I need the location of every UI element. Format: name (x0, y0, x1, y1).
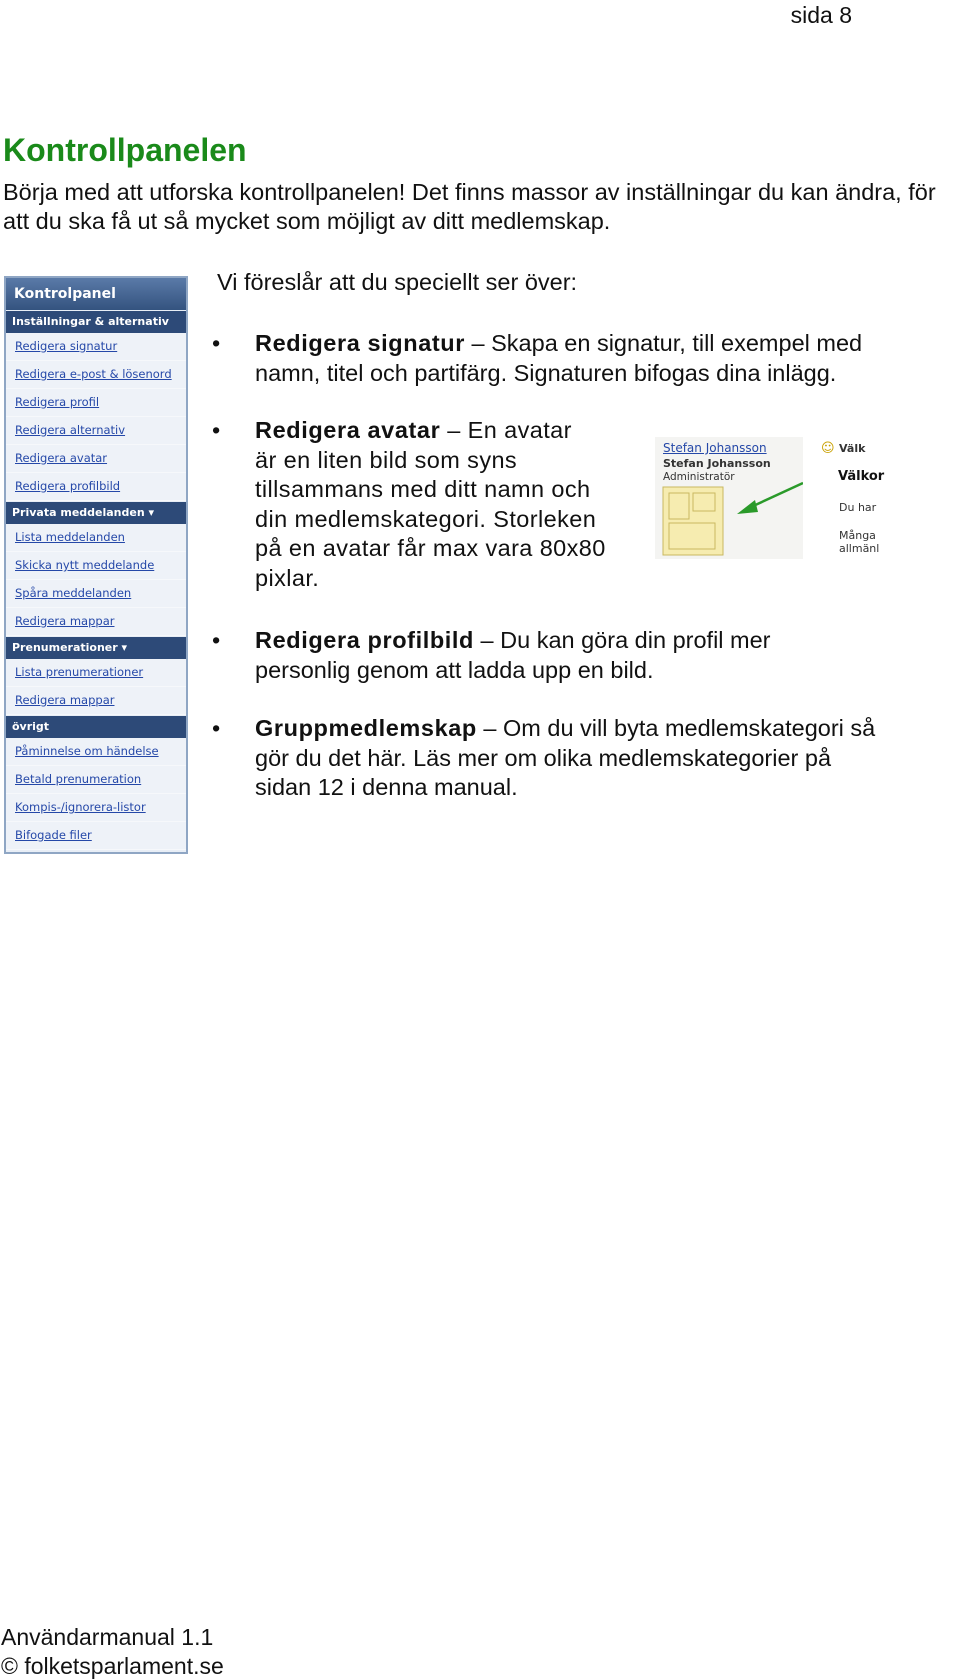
bullet-line: gör du det här. Läs mer om olika medlemskategorier på (255, 744, 832, 771)
smiley-icon: ☺ (821, 441, 835, 456)
control-panel-title: Kontrolpanel (6, 278, 186, 310)
bullet-line: personlig genom att ladda upp en bild. (255, 656, 654, 683)
bullet-term: Redigera signatur (255, 330, 465, 356)
avatar-post-line: allmänl (839, 542, 880, 555)
panel-link-buddy-ignore-lists[interactable]: Kompis-/ignorera-listor (6, 794, 186, 822)
panel-section-private-messages[interactable]: Privata meddelanden ▾ (6, 502, 186, 524)
panel-link-event-reminder[interactable]: Påminnelse om händelse (6, 738, 186, 766)
panel-link-list-subscriptions[interactable]: Lista prenumerationer (6, 659, 186, 687)
avatar-user-link: Stefan Johansson (663, 441, 767, 455)
footer-site: © folketsparlament.se (1, 1653, 224, 1679)
bullet-dot: • (212, 715, 221, 741)
panel-link-edit-email-password[interactable]: Redigera e-post & lösenord (6, 361, 186, 389)
panel-link-edit-profile[interactable]: Redigera profil (6, 389, 186, 417)
panel-link-edit-folders[interactable]: Redigera mappar (6, 608, 186, 636)
avatar-user-name: Stefan Johansson (663, 457, 771, 470)
panel-link-paid-subscription[interactable]: Betald prenumeration (6, 766, 186, 794)
avatar-post-text: Du har (839, 501, 877, 514)
page-title: Kontrollpanelen (3, 132, 247, 168)
bullet-line: – Skapa en signatur, till exempel med (471, 330, 863, 356)
panel-section-subscriptions[interactable]: Prenumerationer ▾ (6, 637, 186, 659)
panel-section-settings: Inställningar & alternativ (6, 311, 186, 333)
bullet-text (255, 626, 955, 685)
control-panel-screenshot (4, 276, 188, 854)
bullet-term: Redigera avatar (255, 417, 441, 443)
bullet-text (255, 416, 645, 593)
panel-link-attachments[interactable]: Bifogade filer (6, 822, 186, 850)
panel-link-send-message[interactable]: Skicka nytt meddelande (6, 552, 186, 580)
footer-manual-version: Användarmanual 1.1 (1, 1624, 214, 1650)
avatar-post-text (839, 529, 879, 555)
bullet-line: – En avatar (447, 417, 572, 443)
bullet-line: tillsammans med ditt namn och (255, 476, 591, 502)
bullet-dot: • (212, 417, 221, 443)
page-number: sida 8 (790, 2, 852, 28)
panel-section-other: övrigt (6, 716, 186, 738)
avatar-post-text: Välk (839, 442, 866, 455)
panel-link-track-messages[interactable]: Spåra meddelanden (6, 580, 186, 608)
panel-link-edit-avatar[interactable]: Redigera avatar (6, 445, 186, 473)
panel-link-edit-subscription-folders[interactable]: Redigera mappar (6, 687, 186, 715)
bullet-line: din medlemskategori. Storleken (255, 505, 597, 532)
avatar-user-role: Administratör (663, 471, 735, 483)
bullet-line: på en avatar får max vara 80x80 (255, 535, 606, 561)
bullet-line: – Du kan göra din profil mer (480, 627, 771, 653)
avatar-post-line: Många (839, 529, 876, 542)
avatar-post-text: Välkor (838, 469, 885, 484)
bullet-line: pixlar. (255, 564, 320, 591)
bullet-text (255, 329, 955, 388)
bullet-line: – Om du vill byta medlemskategori så (483, 715, 876, 741)
bullet-line: sidan 12 i denna manual. (255, 774, 518, 800)
bullet-line: är en liten bild som syns (255, 446, 518, 473)
intro-text: Börja med att utforska kontrollpanelen! Det finns massor av inställningar du kan ändra, för att du ska få ut så mycket som möjligt av ditt medlemskap. (3, 179, 936, 234)
panel-link-edit-profile-picture[interactable]: Redigera profilbild (6, 473, 186, 501)
bullet-text (255, 714, 960, 803)
bullet-term: Gruppmedlemskap (255, 715, 477, 741)
lead-text: Vi föreslår att du speciellt ser över: (217, 269, 578, 295)
bullet-line: namn, titel och partifärg. Signaturen bifogas dina inlägg. (255, 359, 837, 386)
panel-link-edit-signature[interactable]: Redigera signatur (6, 333, 186, 361)
bullet-term: Redigera profilbild (255, 627, 474, 653)
bullet-dot: • (212, 330, 221, 356)
avatar-example-screenshot (655, 437, 885, 559)
bullet-dot: • (212, 627, 221, 653)
panel-link-edit-options[interactable]: Redigera alternativ (6, 417, 186, 445)
panel-link-list-messages[interactable]: Lista meddelanden (6, 524, 186, 552)
